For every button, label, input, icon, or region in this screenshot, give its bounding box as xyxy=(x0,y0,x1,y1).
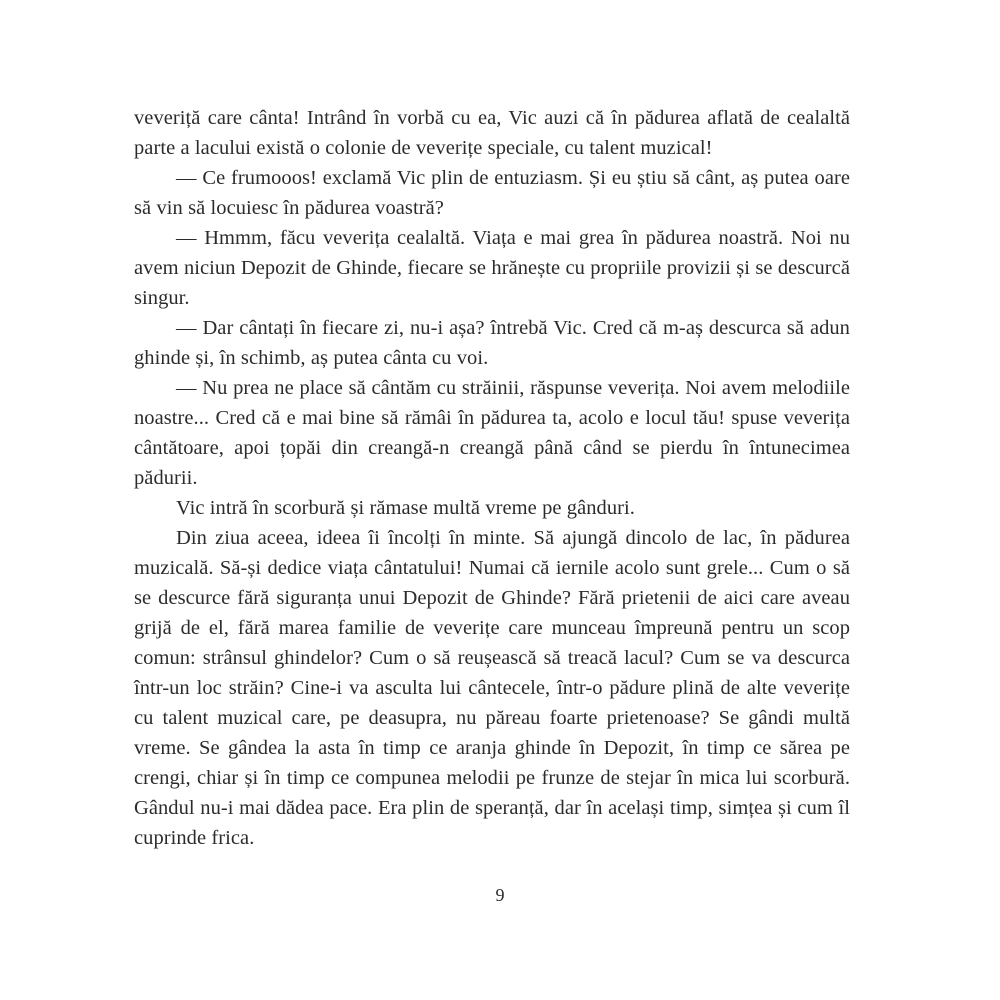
paragraph-4: — Dar cântați în fiecare zi, nu-i așa? întrebă Vic. Cred că m-aș descurca să adun ghinde și, în schimb, aș putea cânta cu voi. xyxy=(134,317,850,369)
paragraph-3: — Hmmm, făcu veverița cealaltă. Viața e mai grea în pădurea noastră. Noi nu avem niciun Depozit de Ghinde, fiecare se hrănește cu propriile provizii și se descurcă singur. xyxy=(134,227,850,309)
page-number: 9 xyxy=(495,885,505,905)
paragraph-2: — Ce frumooos! exclamă Vic plin de entuziasm. Și eu știu să cânt, aș putea oare să vin să locuiesc în pădurea voastră? xyxy=(134,167,850,219)
paragraph-5: — Nu prea ne place să cântăm cu străinii, răspunse veverița. Noi avem melodiile noastre... Cred că e mai bine să rămâi în pădurea ta, acolo e locul tău! spuse veverița cântătoare, apoi țopăi din creangă-n creangă până când se pierdu în întunecimea pădurii. xyxy=(134,377,850,489)
paragraph-1: veveriță care cânta! Intrând în vorbă cu ea, Vic auzi că în pădurea aflată de cealaltă parte a lacului există o colonie de veverițe speciale, cu talent muzical! xyxy=(134,107,850,159)
paragraph-6: Vic intră în scorbură și rămase multă vreme pe gânduri. xyxy=(176,497,635,519)
page-text-block xyxy=(134,103,850,853)
paragraph-7: Din ziua aceea, ideea îi încolți în minte. Să ajungă dincolo de lac, în pădurea muzicală. Să-și dedice viața cântatului! Numai că iernile acolo sunt grele... Cum o să se descurce fără siguranța unui Depozit de Ghinde? Fără prietenii de aici care aveau grijă de el, fără marea familie de veverițe care munceau împreună pentru un scop comun: strânsul ghindelor? Cum o să reușească să treacă lacul? Cum se va descurca într-un loc străin? Cine-i va asculta lui cântecele, într-o pădure plină de alte veverițe cu talent muzical care, pe deasupra, nu păreau foarte prietenoase? Se gândi multă vreme. Se gândea la asta în timp ce aranja ghinde în Depozit, în timp ce sărea pe crengi, chiar și în timp ce compunea melodii pe frunze de stejar în mica lui scorbură. Gândul nu-i mai dădea pace. Era plin de speranță, dar în același timp, simțea și cum îl cuprinde frica. xyxy=(134,527,850,849)
